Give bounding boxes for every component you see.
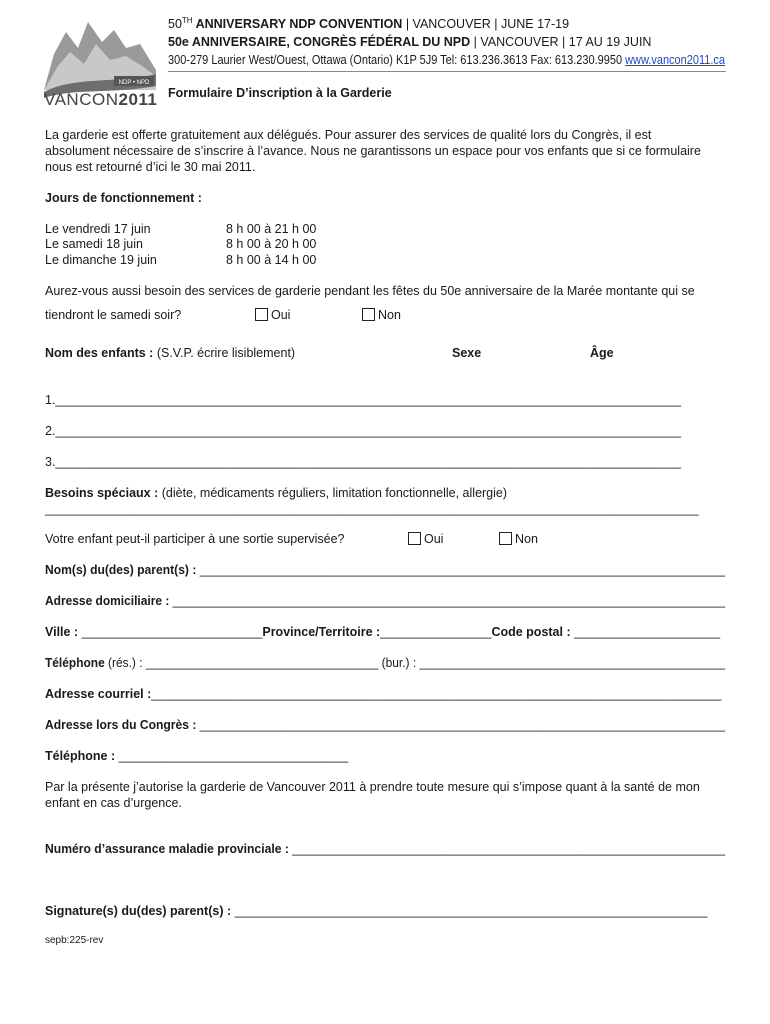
congress-phone-field[interactable]: Téléphone : _________________________________ (45, 749, 349, 763)
email-field[interactable]: Adresse courriel :__________________________________________________________________________________ (45, 687, 722, 701)
schedule-hours: 8 h 00 à 20 h 00 (226, 237, 317, 251)
schedule-day: Le samedi 18 juin (45, 237, 143, 251)
outing-no-label: Non (515, 532, 538, 546)
schedule-hours: 8 h 00 à 14 h 00 (226, 253, 317, 267)
schedule-hours: 8 h 00 à 21 h 00 (226, 222, 317, 236)
child-entry-line[interactable]: 3.__________________________________________________________________________________________ (45, 455, 682, 469)
evening-yes-option[interactable] (255, 308, 290, 322)
outing-question: Votre enfant peut-il participer à une sortie supervisée? (45, 532, 345, 546)
header-line-1: 50TH ANNIVERSARY NDP CONVENTION | VANCOUVER | JUNE 17-19 (168, 16, 570, 32)
signature-field[interactable]: Signature(s) du(des) parent(s) : ____________________________________________________________________ (45, 904, 708, 918)
intro-line-3: nous est retourné d’ici le 30 mai 2011. (45, 160, 256, 174)
congress-address-field[interactable]: Adresse lors du Congrès : ______________________________________________________________________________ (45, 718, 725, 732)
intro-line-2: absolument nécessaire de s’inscrire à l’avance. Nous ne garantissons un espace pour vos enfants que si ce formulaire (45, 144, 701, 158)
sex-column-header: Sexe (452, 346, 482, 360)
special-needs-label: Besoins spéciaux : (diète, médicaments réguliers, limitation fonctionnelle, allergie) (45, 486, 508, 500)
age-column-header: Âge (590, 346, 614, 360)
evening-yes-label: Oui (271, 308, 291, 322)
logo-wordmark: VANCON2011 (44, 90, 158, 109)
evening-question-line-1: Aurez-vous aussi besoin des services de garderie pendant les fêtes du 50e anniversaire de la Marée montante qui se (45, 284, 695, 298)
schedule-day: Le vendredi 17 juin (45, 222, 151, 236)
intro-line-1: La garderie est offerte gratuitement aux délégués. Pour assurer des services de qualité lors du Congrès, il est (45, 128, 652, 142)
evening-no-option[interactable] (362, 308, 401, 322)
outing-yes-label: Oui (424, 532, 444, 546)
outing-yes-checkbox[interactable] (408, 532, 421, 545)
consent-line-2: enfant en cas d’urgence. (45, 796, 182, 810)
evening-yes-checkbox[interactable] (255, 308, 268, 321)
website-link[interactable]: www.vancon2011.ca (625, 53, 726, 67)
logo-badge-text: NDP • NPD (118, 80, 150, 86)
header-contact: 300-279 Laurier West/Ouest, Ottawa (Ontario) K1P 5J9 Tel: 613.236.3613 Fax: 613.230.9950 www.vancon2011.ca (168, 53, 726, 67)
home-address-field[interactable]: Adresse domiciliaire : ___________________________________________________________________________________ (45, 594, 726, 608)
schedule-heading: Jours de fonctionnement : (45, 191, 202, 205)
header-line-2: 50e ANNIVERSAIRE, CONGRÈS FÉDÉRAL DU NPD | VANCOUVER | 17 AU 19 JUIN (168, 35, 652, 49)
phone-field[interactable]: Téléphone (rés.) : ___________________________________ (bur.) : ______________________________________________ (45, 656, 726, 670)
child-entry-line[interactable]: 1.__________________________________________________________________________________________ (45, 393, 682, 407)
health-number-field[interactable]: Numéro d’assurance maladie provinciale : ________________________________________________________________ (45, 842, 725, 856)
outing-yes-option[interactable] (408, 532, 443, 546)
parent-name-field[interactable]: Nom(s) du(des) parent(s) : ______________________________________________________________________________ (45, 563, 726, 577)
special-needs-line[interactable]: ______________________________________________________________________________________________ (45, 502, 699, 516)
outing-no-checkbox[interactable] (499, 532, 512, 545)
evening-no-checkbox[interactable] (362, 308, 375, 321)
children-label: Nom des enfants : (S.V.P. écrire lisiblement) (45, 346, 296, 360)
evening-question-line-2: tiendront le samedi soir? (45, 308, 182, 322)
evening-no-label: Non (378, 308, 401, 322)
consent-line-1: Par la présente j’autorise la garderie de Vancouver 2011 à prendre toute mesure qui s’impose quant à la santé de mon (45, 780, 700, 794)
page-title: Formulaire D’inscription à la Garderie (168, 86, 392, 100)
form-code: sepb:225-rev (45, 935, 104, 946)
header-divider (168, 71, 726, 72)
city-province-postal-field[interactable]: Ville : __________________________Province/Territoire :________________Code postal : _____________________ (45, 625, 721, 639)
outing-no-option[interactable] (499, 532, 538, 546)
schedule-day: Le dimanche 19 juin (45, 253, 157, 267)
child-entry-line[interactable]: 2.__________________________________________________________________________________________ (45, 424, 682, 438)
